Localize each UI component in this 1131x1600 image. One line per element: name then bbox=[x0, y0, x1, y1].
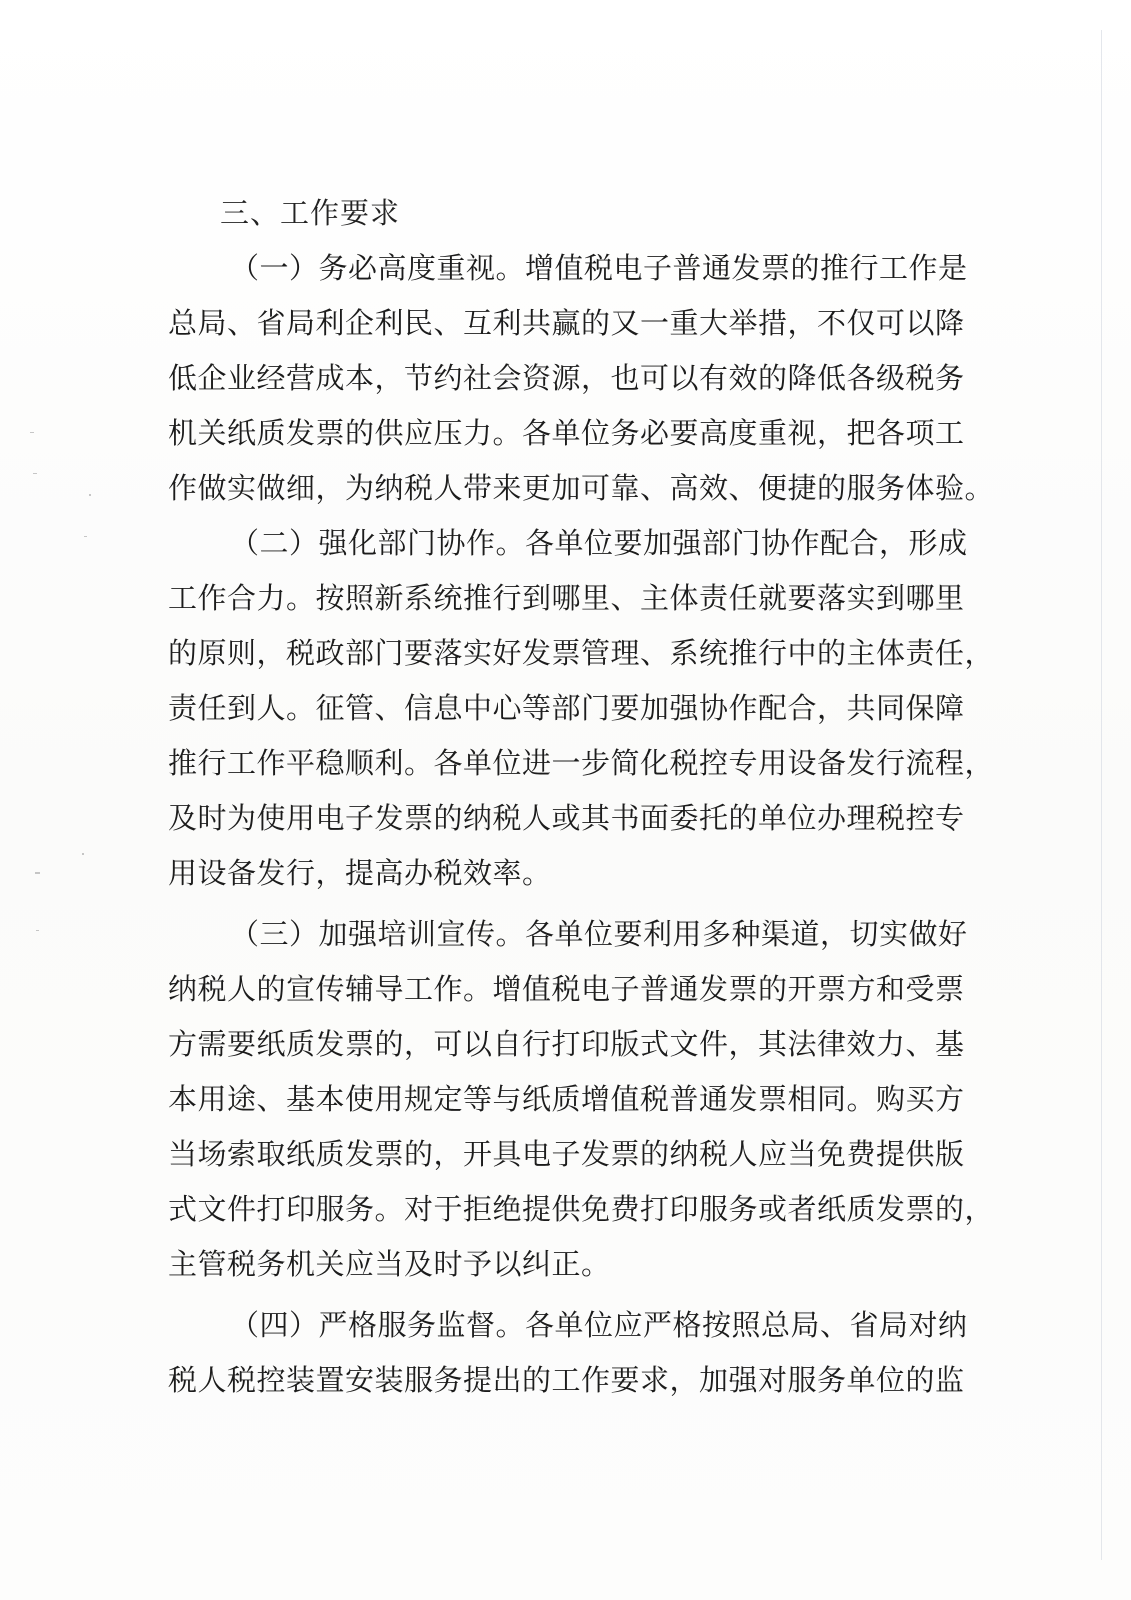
section-heading: 三、工作要求 bbox=[220, 196, 401, 230]
paragraph-line: 总局、省局利企利民、互利共赢的又一重大举措，不仅可以降 bbox=[168, 306, 965, 340]
scan-artifact bbox=[82, 853, 84, 855]
paragraph-line: 机关纸质发票的供应压力。各单位务必要高度重视，把各项工 bbox=[168, 416, 965, 450]
scan-artifact bbox=[84, 536, 87, 537]
paragraph-line: （四）严格服务监督。各单位应严格按照总局、省局对纳 bbox=[230, 1308, 968, 1342]
paragraph-2 bbox=[168, 516, 995, 901]
paragraph-4 bbox=[168, 1298, 968, 1408]
paragraph-line: 及时为使用电子发票的纳税人或其书面委托的单位办理税控专 bbox=[168, 801, 965, 835]
paragraph-line: 工作合力。按照新系统推行到哪里、主体责任就要落实到哪里 bbox=[168, 581, 965, 615]
paragraph-line: 责任到人。征管、信息中心等部门要加强协作配合，共同保障 bbox=[168, 691, 965, 725]
paragraph-1 bbox=[168, 241, 995, 516]
paragraph-line: 的原则，税政部门要落实好发票管理、系统推行中的主体责任， bbox=[168, 636, 995, 670]
scan-artifact bbox=[89, 494, 91, 496]
paragraph-line: （二）强化部门协作。各单位要加强部门协作配合，形成 bbox=[230, 526, 968, 560]
scanner-edge-line bbox=[1101, 30, 1102, 1560]
paragraph-line: 方需要纸质发票的，可以自行打印版式文件，其法律效力、基 bbox=[168, 1027, 965, 1061]
paragraph-3 bbox=[168, 907, 995, 1292]
paragraph-line: 主管税务机关应当及时予以纠正。 bbox=[168, 1247, 611, 1281]
paragraph-line: 作做实做细，为纳税人带来更加可靠、高效、便捷的服务体验。 bbox=[168, 471, 995, 505]
paragraph-line: （一）务必高度重视。增值税电子普通发票的推行工作是 bbox=[230, 251, 968, 285]
paragraph-line: 当场索取纸质发票的，开具电子发票的纳税人应当免费提供版 bbox=[168, 1137, 965, 1171]
paragraph-line: 本用途、基本使用规定等与纸质增值税普通发票相同。购买方 bbox=[168, 1082, 965, 1116]
paragraph-line: 税人税控装置安装服务提出的工作要求，加强对服务单位的监 bbox=[168, 1363, 965, 1397]
document-body bbox=[168, 186, 995, 1408]
paragraph-line: （三）加强培训宣传。各单位要利用多种渠道，切实做好 bbox=[230, 917, 968, 951]
scan-artifact bbox=[36, 930, 39, 931]
paragraph-line: 式文件打印服务。对于拒绝提供免费打印服务或者纸质发票的， bbox=[168, 1192, 995, 1226]
scan-artifact bbox=[30, 432, 34, 433]
paragraph-line: 低企业经营成本，节约社会资源，也可以有效的降低各级税务 bbox=[168, 361, 965, 395]
paragraph-line: 推行工作平稳顺利。各单位进一步简化税控专用设备发行流程， bbox=[168, 746, 995, 780]
paragraph-line: 用设备发行，提高办税效率。 bbox=[168, 856, 552, 890]
scan-artifact bbox=[35, 872, 40, 874]
scan-artifact bbox=[33, 473, 37, 474]
paragraph-line: 纳税人的宣传辅导工作。增值税电子普通发票的开票方和受票 bbox=[168, 972, 965, 1006]
